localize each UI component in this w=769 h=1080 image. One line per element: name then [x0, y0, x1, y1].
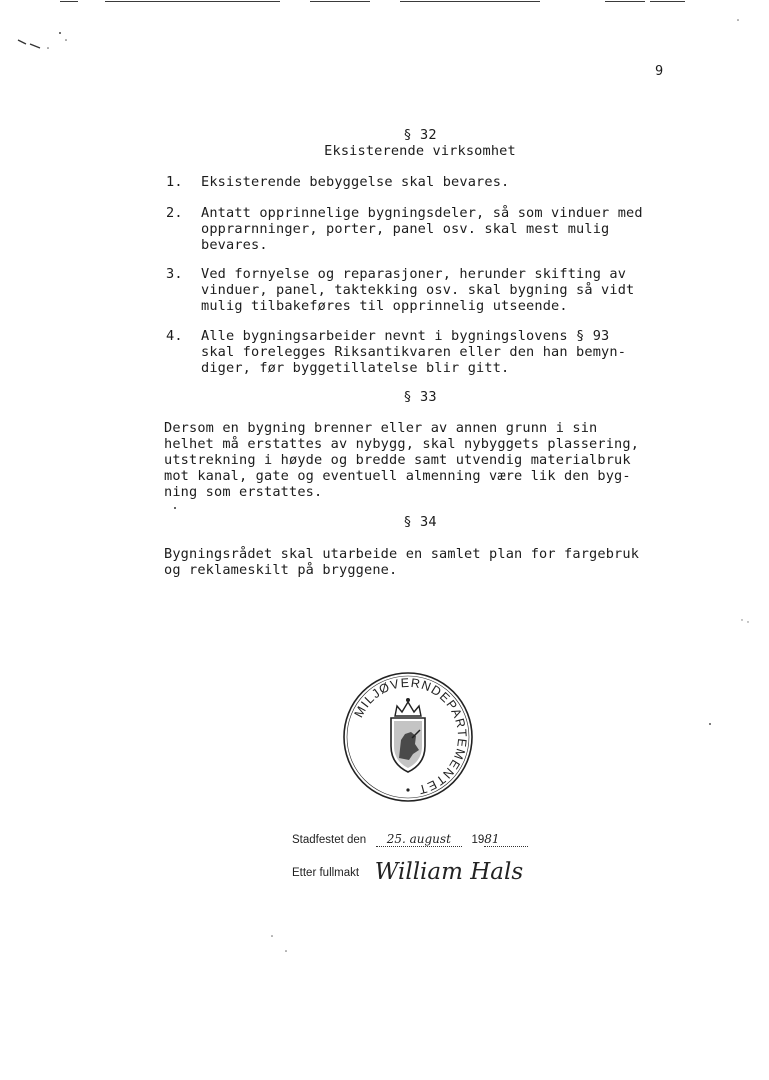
list-item-number: 2.: [166, 205, 183, 221]
list-item-text: Eksisterende bebyggelse skal bevares.: [201, 174, 510, 190]
handwritten-signature: William Hals: [374, 859, 524, 885]
confirmed-label: Stadfestet den: [292, 834, 367, 846]
scan-edge-line: [605, 1, 645, 2]
section-33-paragraph: Dersom en bygning brenner eller av annen grunn i sin helhet må erstattes av nybygg, skal nybyggets plassering, utstrekning i høyde og bredde samt utvendig materialbruk mot kanal, gate og eventuell almenning være lik den byg- ning som erstattes.: [164, 420, 640, 500]
confirmation-line: [292, 828, 528, 847]
scan-edge-line: [400, 1, 540, 2]
list-item-text: Ved fornyelse og reparasjoner, herunder skifting av vinduer, panel, taktekking osv. skal bygning så vidt mulig tilbakeføres til opprinnelig utseende.: [201, 266, 635, 314]
list-item-number: 4.: [166, 328, 183, 344]
list-item-number: 3.: [166, 266, 183, 282]
year-suffix: 81: [484, 832, 528, 847]
ministry-seal-icon: [341, 670, 475, 804]
page-number: 9: [655, 63, 664, 79]
confirmed-date: 25. august: [376, 832, 462, 847]
scan-edge-line: [60, 1, 78, 2]
seal-text: MILJØVERNDEPARTEMENTET: [351, 675, 470, 798]
year-prefix: 19: [471, 834, 485, 846]
scan-edge-line: [310, 1, 370, 2]
section-32-title: Eksisterende virksomhet: [324, 143, 516, 159]
section-33-heading: § 33: [403, 389, 437, 405]
section-34-paragraph: Bygningsrådet skal utarbeide en samlet plan for fargebruk og reklameskilt på bryggene.: [164, 546, 640, 578]
authority-label: Etter fullmakt: [292, 867, 360, 879]
scan-edge-line: [650, 1, 685, 2]
list-item-number: 1.: [166, 174, 183, 190]
list-item-text: Antatt opprinnelige bygningsdeler, så som vinduer med opprarnninger, porter, panel osv. skal mest mulig bevares.: [201, 205, 643, 253]
section-32-heading: § 32: [403, 127, 437, 143]
authority-line: [292, 856, 524, 885]
list-item-text: Alle bygningsarbeider nevnt i bygningslovens § 93 skal forelegges Riksantikvaren eller den han bemyn- diger, før byggetillatelse blir gitt.: [201, 328, 627, 376]
scan-edge-line: [105, 1, 280, 2]
section-34-heading: § 34: [403, 514, 437, 530]
